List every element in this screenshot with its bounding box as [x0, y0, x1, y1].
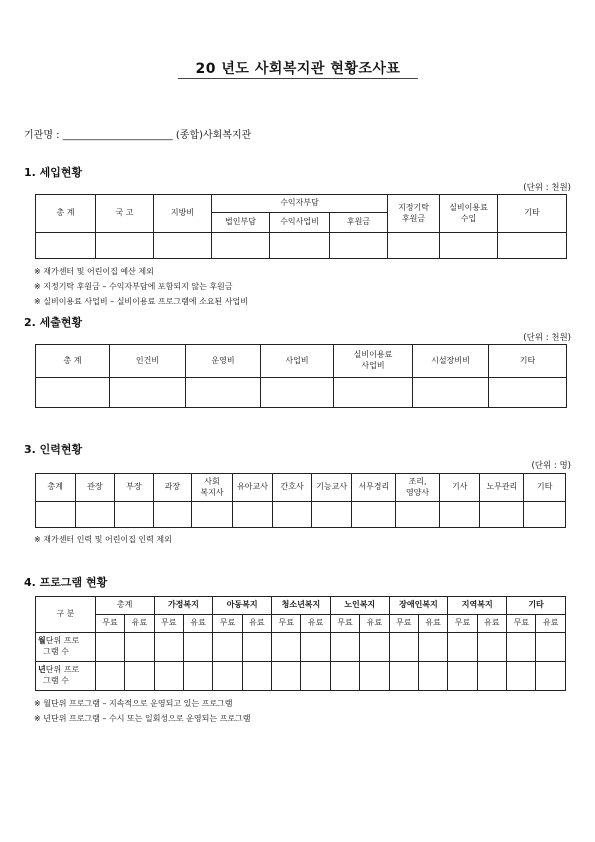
paid-header: 유료	[301, 615, 330, 633]
page-title: 20 년도 사회복지관 현황조사표	[178, 58, 418, 79]
income-heading: 1. 세입현황	[24, 166, 83, 179]
staff-notes	[34, 534, 172, 549]
program-input-cell[interactable]	[301, 662, 330, 691]
staff-input-cell[interactable]	[396, 502, 440, 528]
staff-input-cell[interactable]	[153, 502, 192, 528]
program-table	[35, 596, 566, 691]
staff-header-director: 관장	[75, 474, 115, 502]
income-header-donation: 후원금	[330, 213, 388, 233]
income-input-cell[interactable]	[440, 233, 498, 259]
income-header-other: 기타	[498, 195, 567, 233]
paid-header: 유료	[536, 615, 566, 633]
program-row-yearly-label: 년단위 프로 그램 수	[36, 662, 96, 691]
expense-table	[35, 344, 567, 408]
agency-name-line: 기관명 : ______________________ (종합)사회복지관	[24, 130, 252, 141]
free-header: 무료	[330, 615, 359, 633]
program-input-cell[interactable]	[154, 662, 183, 691]
program-header-disabled: 장애인복지	[389, 597, 448, 615]
expense-input-cell[interactable]	[186, 378, 261, 408]
program-input-cell[interactable]	[418, 662, 447, 691]
expense-heading: 2. 세출현황	[24, 316, 83, 329]
staff-header-skill: 기능교사	[311, 474, 352, 502]
paid-header: 유료	[418, 615, 447, 633]
expense-input-cell[interactable]	[413, 378, 489, 408]
free-header: 무료	[154, 615, 183, 633]
note-line: ※ 지정기탁 후원금 – 수익자부담에 포함되지 않는 후원금	[34, 282, 233, 291]
program-input-cell[interactable]	[272, 662, 301, 691]
staff-header-section: 과장	[153, 474, 192, 502]
program-input-cell[interactable]	[125, 633, 154, 662]
paid-header: 유료	[183, 615, 212, 633]
program-input-cell[interactable]	[272, 633, 301, 662]
staff-input-cell[interactable]	[352, 502, 396, 528]
program-heading: 4. 프로그램 현황	[24, 576, 108, 589]
income-input-cell[interactable]	[212, 233, 270, 259]
income-input-cell[interactable]	[36, 233, 96, 259]
program-input-cell[interactable]	[360, 633, 389, 662]
expense-input-cell[interactable]	[36, 378, 110, 408]
program-input-cell[interactable]	[448, 662, 477, 691]
staff-input-cell[interactable]	[439, 502, 480, 528]
staff-header-cook: 조리, 영양사	[396, 474, 440, 502]
program-input-cell[interactable]	[536, 633, 566, 662]
income-header-designated: 지정기탁 후원금	[388, 195, 440, 233]
program-input-cell[interactable]	[536, 662, 566, 691]
note-line: ※ 재가센터 및 어린이집 예산 제외	[34, 267, 154, 276]
paid-header: 유료	[125, 615, 154, 633]
income-input-cell[interactable]	[270, 233, 330, 259]
staff-header-total: 총계	[36, 474, 76, 502]
paid-header: 유료	[242, 615, 271, 633]
income-header-actual-fee: 실비이용료 수입	[440, 195, 498, 233]
expense-header-actual-fee: 실비이용료 사업비	[334, 345, 413, 378]
staff-header-social-worker: 사회 복지사	[192, 474, 233, 502]
income-header-business: 수익사업비	[270, 213, 330, 233]
program-input-cell[interactable]	[330, 662, 359, 691]
staff-header-admin: 서무경리	[352, 474, 396, 502]
program-input-cell[interactable]	[301, 633, 330, 662]
staff-table	[35, 473, 566, 528]
program-input-cell[interactable]	[418, 633, 447, 662]
program-input-cell[interactable]	[360, 662, 389, 691]
staff-heading: 3. 인력현황	[24, 443, 83, 456]
income-header-beneficiary: 수익자부담	[212, 195, 388, 213]
note-line: ※ 재가센터 인력 및 어린이집 인력 제외	[34, 535, 172, 544]
free-header: 무료	[448, 615, 477, 633]
expense-header-facility: 시설장비비	[413, 345, 489, 378]
income-input-cell[interactable]	[96, 233, 154, 259]
free-header: 무료	[95, 615, 124, 633]
free-header: 무료	[507, 615, 536, 633]
program-input-cell[interactable]	[477, 633, 506, 662]
income-input-cell[interactable]	[154, 233, 212, 259]
income-input-cell[interactable]	[498, 233, 567, 259]
program-input-cell[interactable]	[95, 633, 124, 662]
staff-input-cell[interactable]	[192, 502, 233, 528]
free-header: 무료	[213, 615, 242, 633]
free-header: 무료	[389, 615, 418, 633]
program-row-monthly-label: 월단위 프로 그램 수	[36, 633, 96, 662]
program-header-family: 가정복지	[154, 597, 213, 615]
program-header-elderly: 노인복지	[330, 597, 389, 615]
income-header-national: 국 고	[96, 195, 154, 233]
staff-input-cell[interactable]	[311, 502, 352, 528]
income-table	[35, 194, 567, 259]
note-line: ※ 실비이용료 사업비 – 실비이용료 프로그램에 소요된 사업비	[34, 297, 248, 306]
program-input-cell[interactable]	[183, 633, 212, 662]
staff-input-cell[interactable]	[36, 502, 76, 528]
free-header: 무료	[272, 615, 301, 633]
staff-header-nurse: 간호사	[273, 474, 312, 502]
program-input-cell[interactable]	[95, 662, 124, 691]
expense-header-project: 사업비	[261, 345, 334, 378]
expense-header-other: 기타	[489, 345, 567, 378]
staff-header-other: 기타	[524, 474, 566, 502]
income-header-corporate: 법인부담	[212, 213, 270, 233]
note-line: ※ 월단위 프로그램 – 지속적으로 운영되고 있는 프로그램	[34, 699, 233, 708]
program-input-cell[interactable]	[154, 633, 183, 662]
income-unit: (단위 : 천원)	[523, 183, 571, 193]
expense-input-cell[interactable]	[110, 378, 186, 408]
expense-input-cell[interactable]	[334, 378, 413, 408]
staff-input-cell[interactable]	[75, 502, 115, 528]
program-input-cell[interactable]	[242, 633, 271, 662]
program-header-total: 총계	[95, 597, 154, 615]
staff-header-manager: 부장	[115, 474, 154, 502]
expense-header-total: 총 계	[36, 345, 110, 378]
expense-input-cell[interactable]	[489, 378, 567, 408]
expense-input-cell[interactable]	[261, 378, 334, 408]
staff-input-cell[interactable]	[232, 502, 273, 528]
program-header-child: 아동복지	[213, 597, 272, 615]
program-input-cell[interactable]	[389, 633, 418, 662]
program-input-cell[interactable]	[477, 662, 506, 691]
staff-header-labor: 노무관리	[480, 474, 524, 502]
income-input-cell[interactable]	[388, 233, 440, 259]
paid-header: 유료	[360, 615, 389, 633]
program-header-community: 지역복지	[448, 597, 507, 615]
program-input-cell[interactable]	[389, 662, 418, 691]
program-input-cell[interactable]	[507, 633, 536, 662]
program-header-category: 구 분	[36, 597, 96, 633]
program-input-cell[interactable]	[507, 662, 536, 691]
program-input-cell[interactable]	[330, 633, 359, 662]
staff-header-preschool: 유아교사	[232, 474, 273, 502]
program-input-cell[interactable]	[213, 633, 242, 662]
expense-unit: (단위 : 천원)	[523, 333, 571, 343]
program-header-other: 기타	[507, 597, 566, 615]
program-input-cell[interactable]	[213, 662, 242, 691]
staff-input-cell[interactable]	[273, 502, 312, 528]
expense-header-operation: 운영비	[186, 345, 261, 378]
staff-input-cell[interactable]	[480, 502, 524, 528]
income-header-local: 지방비	[154, 195, 212, 233]
note-line: ※ 년단위 프로그램 – 수시 또는 일회성으로 운영되는 프로그램	[34, 714, 251, 723]
staff-unit: (단위 : 명)	[531, 461, 571, 471]
program-header-youth: 청소년복지	[272, 597, 331, 615]
income-header-total: 총 계	[36, 195, 96, 233]
income-notes	[34, 266, 248, 311]
staff-header-driver: 기사	[439, 474, 480, 502]
staff-input-cell[interactable]	[115, 502, 154, 528]
income-input-cell[interactable]	[330, 233, 388, 259]
program-input-cell[interactable]	[448, 633, 477, 662]
program-input-cell[interactable]	[183, 662, 212, 691]
staff-input-cell[interactable]	[524, 502, 566, 528]
paid-header: 유료	[477, 615, 506, 633]
program-input-cell[interactable]	[125, 662, 154, 691]
program-notes	[34, 698, 251, 728]
program-input-cell[interactable]	[242, 662, 271, 691]
expense-header-personnel: 인건비	[110, 345, 186, 378]
